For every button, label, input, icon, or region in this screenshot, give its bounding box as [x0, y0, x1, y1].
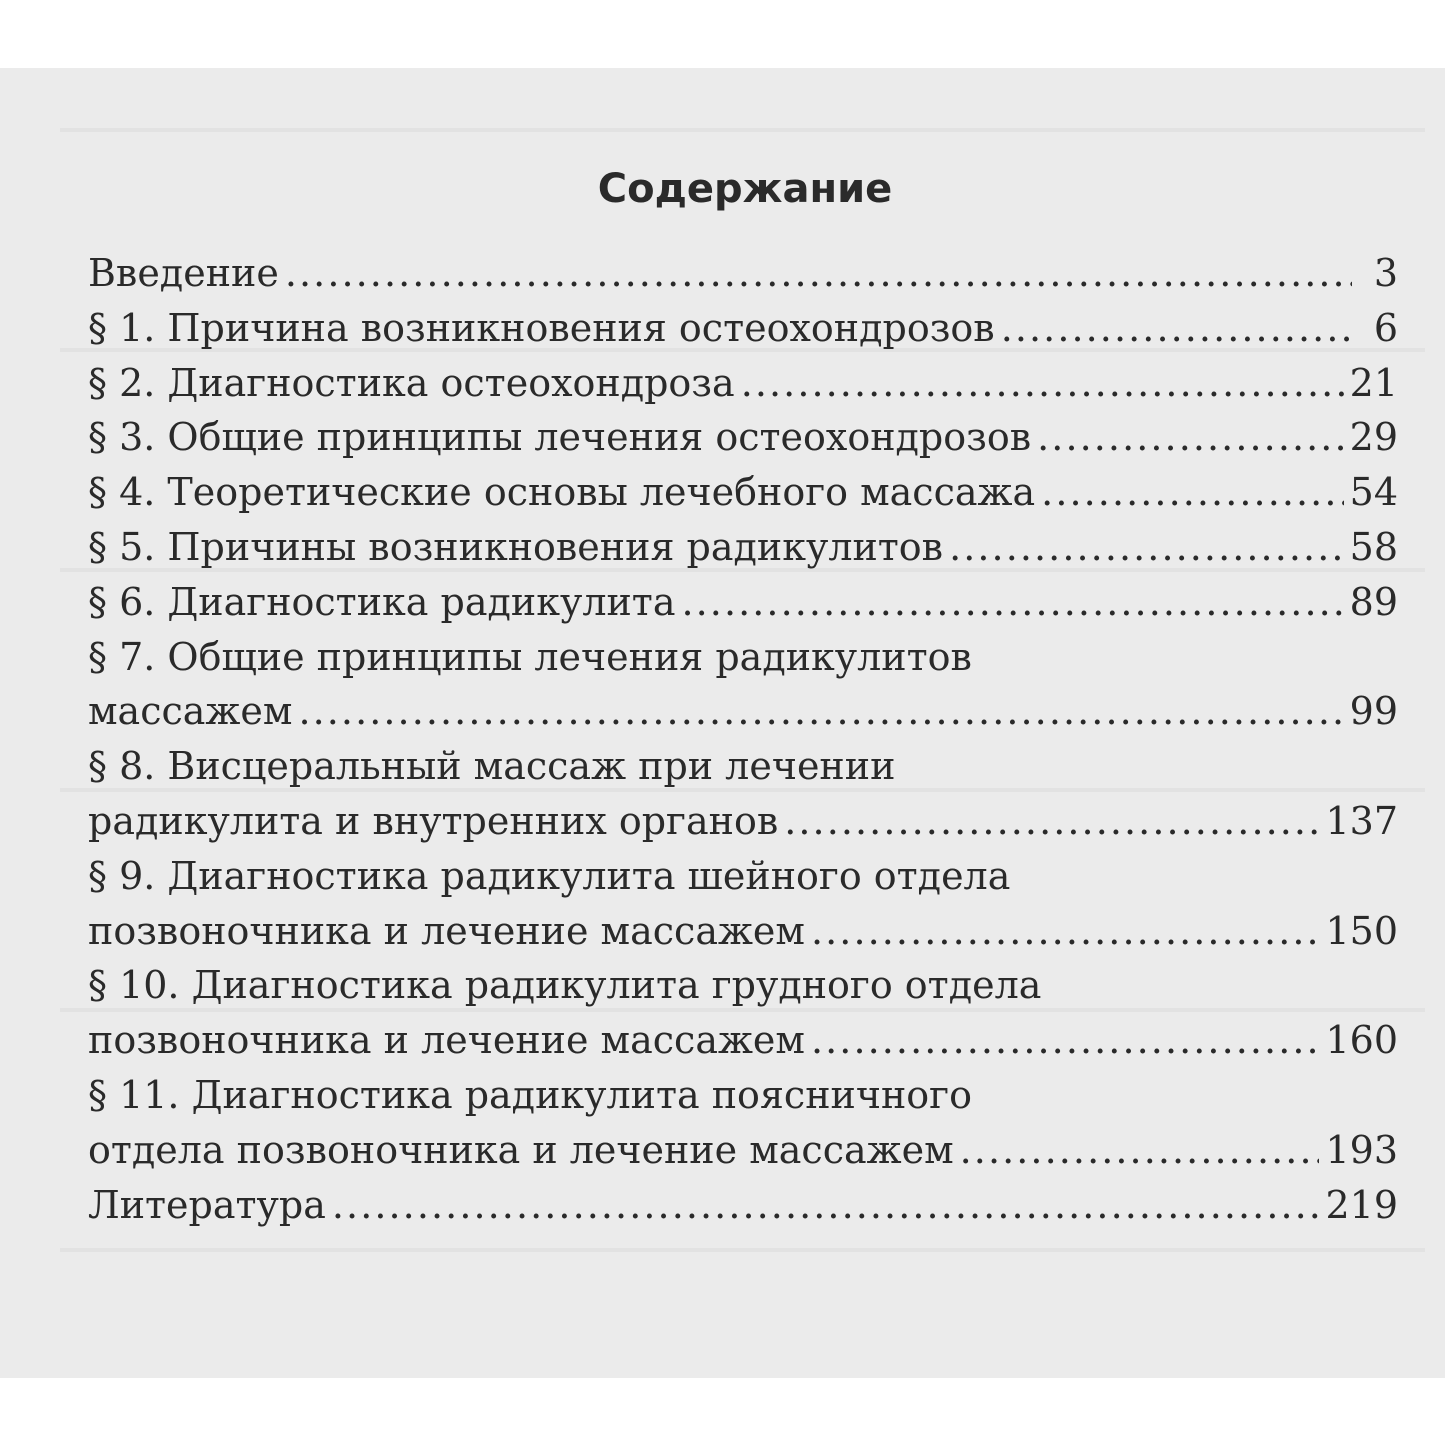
toc-entry [88, 958, 1398, 1068]
toc-entry-line [88, 739, 1398, 794]
toc-entry-line [88, 1068, 1398, 1123]
toc-entry-text: § 9. Диагностика радикулита шейного отдела [88, 853, 1011, 898]
toc-entry-line [88, 575, 1398, 630]
toc-entry-text: § 7. Общие принципы лечения радикулитов [88, 634, 972, 679]
dot-leader [285, 246, 1352, 301]
toc-entry-line [88, 1013, 1398, 1068]
toc-page-number: 150 [1325, 908, 1398, 953]
book-page [0, 68, 1445, 1378]
toc-entry-text: позвоночника и лечение массажем [88, 1018, 805, 1063]
toc-entry [88, 301, 1398, 356]
dot-leader [741, 356, 1344, 411]
toc-entry-text: массажем [88, 689, 293, 734]
toc-entry-text: § 8. Висцеральный массаж при лечении [88, 744, 896, 789]
toc-page-number: 58 [1349, 524, 1398, 569]
dot-leader [960, 1123, 1320, 1178]
toc-entry [88, 465, 1398, 520]
toc-entry-text: радикулита и внутренних органов [88, 798, 779, 843]
toc-page-number: 6 [1373, 305, 1398, 350]
toc-page-number: 21 [1349, 360, 1398, 405]
toc-entry-line [88, 465, 1398, 520]
toc-entry-text: отдела позвоночника и лечение массажем [88, 1127, 954, 1172]
table-of-contents [88, 246, 1398, 1232]
toc-entry-text: § 11. Диагностика радикулита поясничного [88, 1072, 972, 1117]
toc-entry [88, 630, 1398, 740]
dot-leader [332, 1178, 1320, 1233]
toc-entry-line [88, 1178, 1398, 1233]
dot-leader [681, 575, 1343, 630]
toc-entry-text: Введение [88, 251, 279, 295]
toc-entry [88, 575, 1398, 630]
toc-page-number: 54 [1349, 470, 1398, 515]
toc-entry [88, 246, 1398, 301]
toc-entry [88, 849, 1398, 959]
toc-entry-text: § 3. Общие принципы лечения остеохондрозов [88, 415, 1032, 460]
toc-page-number: 219 [1325, 1182, 1398, 1227]
dot-leader [1037, 410, 1344, 465]
toc-entry [88, 356, 1398, 411]
toc-page-number: 29 [1349, 415, 1398, 460]
toc-page-number: 160 [1325, 1018, 1398, 1063]
toc-entry-line [88, 410, 1398, 465]
toc-page-number: 99 [1349, 689, 1398, 734]
toc-entry-text: § 2. Диагностика остеохондроза [88, 360, 735, 405]
toc-entry-line [88, 356, 1398, 411]
toc-entry-text: § 4. Теоретические основы лечебного массажа [88, 470, 1036, 515]
toc-entry [88, 1178, 1398, 1233]
toc-page-number: 193 [1325, 1127, 1398, 1172]
toc-entry-line [88, 794, 1398, 849]
page-title: Содержание [597, 166, 893, 212]
toc-entry-line [88, 301, 1398, 356]
toc-entry-text: позвоночника и лечение массажем [88, 908, 805, 953]
dot-leader [784, 794, 1319, 849]
toc-entry-text: § 1. Причина возникновения остеохондрозов [88, 305, 995, 350]
toc-entry-text: § 10. Диагностика радикулита грудного отдела [88, 963, 1042, 1008]
toc-entry [88, 739, 1398, 849]
bleed-through-line [60, 1248, 1425, 1252]
toc-entry-line [88, 904, 1398, 959]
toc-entry [88, 410, 1398, 465]
toc-entry-line [88, 958, 1398, 1013]
toc-entry-text: § 6. Диагностика радикулита [88, 579, 676, 624]
toc-entry [88, 1068, 1398, 1178]
toc-entry [88, 520, 1398, 575]
toc-entry-text: § 5. Причины возникновения радикулитов [88, 524, 944, 569]
dot-leader [298, 684, 1343, 739]
toc-page-number: 89 [1349, 579, 1398, 624]
dot-leader [1041, 465, 1343, 520]
toc-entry-line [88, 246, 1398, 301]
toc-entry-line [88, 849, 1398, 904]
dot-leader [811, 1013, 1319, 1068]
toc-entry-line [88, 630, 1398, 685]
dot-leader [949, 520, 1344, 575]
toc-entry-line [88, 684, 1398, 739]
toc-entry-line [88, 1123, 1398, 1178]
dot-leader [811, 904, 1319, 959]
toc-entry-line [88, 520, 1398, 575]
toc-page-number: 3 [1373, 251, 1398, 295]
toc-page-number: 137 [1325, 798, 1398, 843]
toc-entry-text: Литература [88, 1182, 326, 1227]
bleed-through-line [60, 128, 1425, 132]
dot-leader [1001, 301, 1352, 356]
